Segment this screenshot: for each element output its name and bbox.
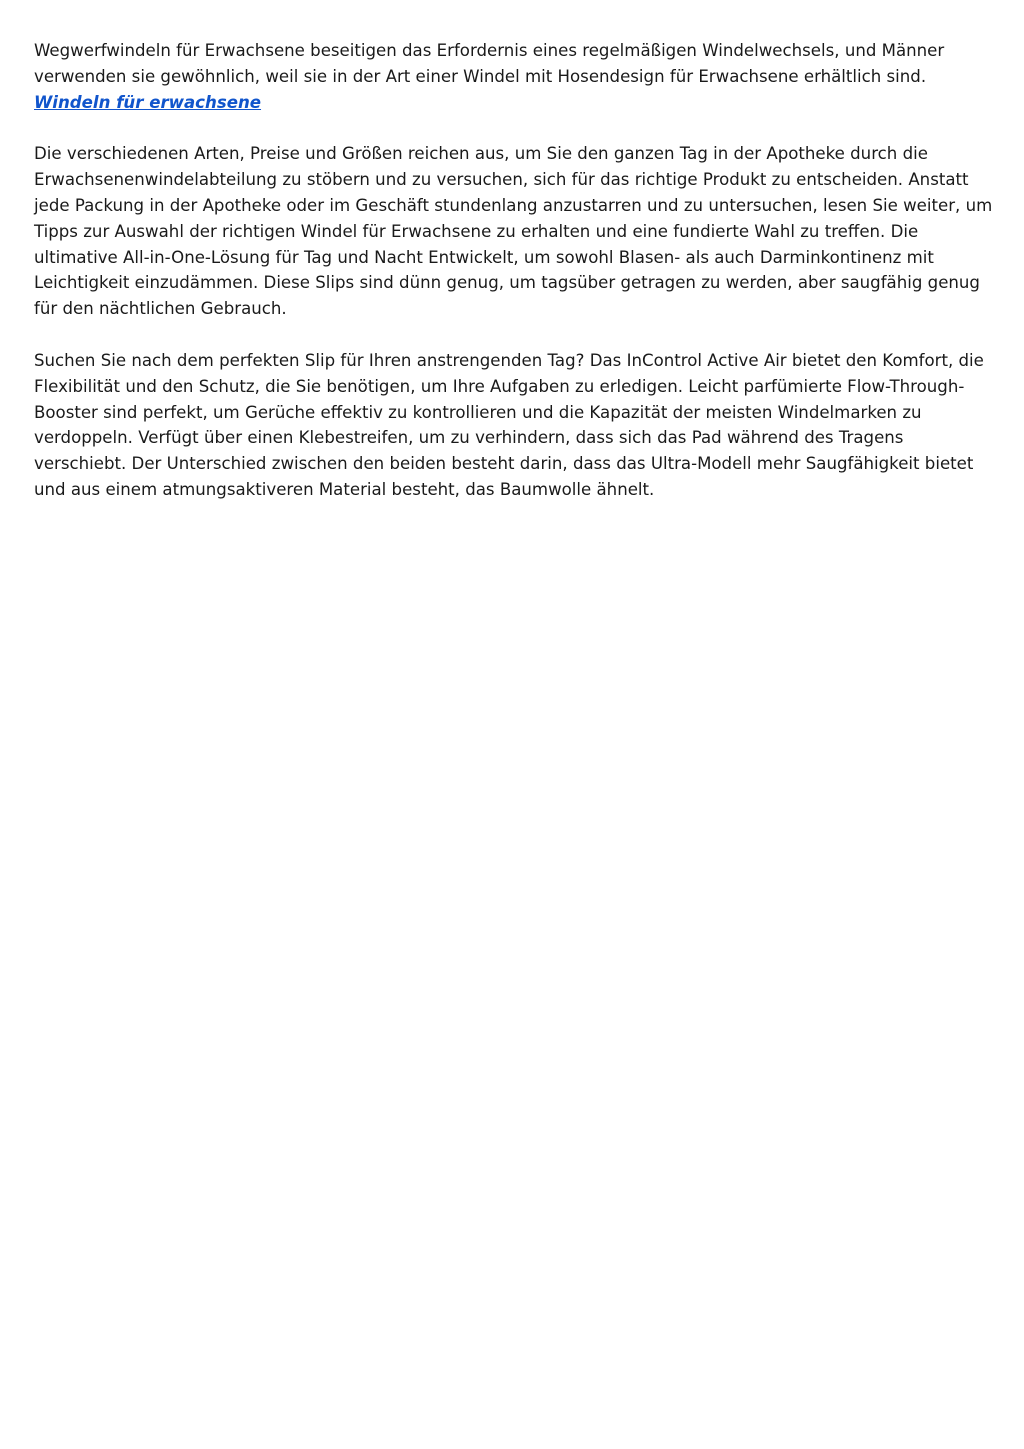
adult-diapers-link[interactable]: Windeln für erwachsene (34, 92, 262, 112)
document-body (34, 38, 996, 529)
paragraph-intro-text: Wegwerfwindeln für Erwachsene beseitigen das Erfordernis eines regelmäßigen Windelwechsels, und Männer verwenden sie gewöhnlich, weil sie in der Art einer Windel mit Hosendesign für Erwachsene erhältlich sind. (34, 41, 945, 86)
paragraph-product-choice: Die verschiedenen Arten, Preise und Größen reichen aus, um Sie den ganzen Tag in der Apotheke durch die Erwachsenenwindelabteilung zu stöbern und zu versuchen, sich für das richtige Produkt zu entscheiden. Anstatt jede Packung in der Apotheke oder im Geschäft stundenlang anzustarren und zu untersuchen, lesen Sie weiter, um Tipps zur Auswahl der richtigen Windel für Erwachsene zu erhalten und eine fundierte Wahl zu treffen. Die ultimative All-in-One-Lösung für Tag und Nacht Entwickelt, um sowohl Blasen- als auch Darminkontinenz mit Leichtigkeit einzudämmen. Diese Slips sind dünn genug, um tagsüber getragen zu werden, aber saugfähig genug für den nächtlichen Gebrauch. (34, 144, 993, 319)
paragraph-intro (34, 38, 996, 115)
paragraph-incontrol-active-air: Suchen Sie nach dem perfekten Slip für Ihren anstrengenden Tag? Das InControl Active Air bietet den Komfort, die Flexibilität und den Schutz, die Sie benötigen, um Ihre Aufgaben zu erledigen. Leicht parfümierte Flow-Through-Booster sind perfekt, um Gerüche effektiv zu kontrollieren und die Kapazität der meisten Windelmarken zu verdoppeln. Verfügt über einen Klebestreifen, um zu verhindern, dass sich das Pad während des Tragens verschiebt. Der Unterschied zwischen den beiden besteht darin, dass das Ultra-Modell mehr Saugfähigkeit bietet und aus einem atmungsaktiveren Material besteht, das Baumwolle ähnelt. (34, 350, 984, 499)
